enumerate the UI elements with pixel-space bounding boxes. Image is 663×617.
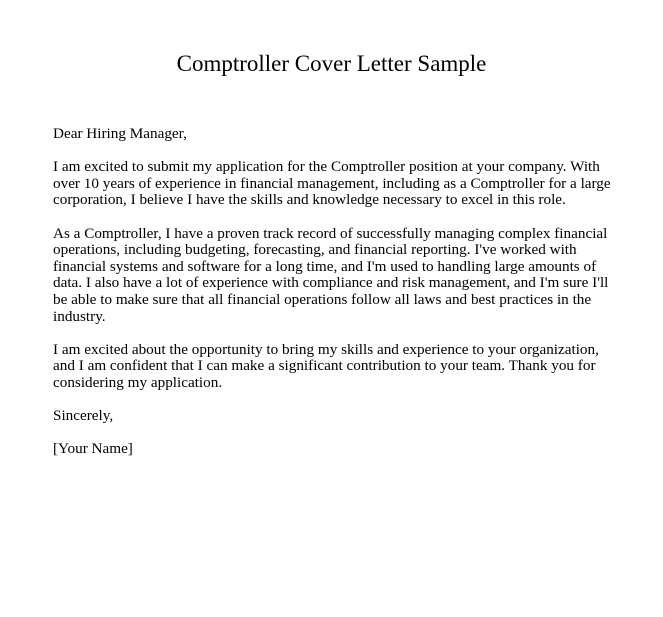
paragraph-intro: I am excited to submit my application for the Comptroller position at your company. With over 10 years of experience in financial management, including as a Comptroller for a large corporation, I believe I have the skills and knowledge necessary to excel in this role. xyxy=(53,158,611,209)
paragraph-closing: I am excited about the opportunity to bring my skills and experience to your organization, and I am confident that I can make a significant contribution to your team. Thank you for considering my application. xyxy=(53,340,599,391)
paragraph-experience: As a Comptroller, I have a proven track record of successfully managing complex financial operations, including budgeting, forecasting, and financial reporting. I've worked with financial systems and software for a long time, and I'm used to handling large amounts of data. I also have a lot of experience with compliance and risk management, and I'm sure I'll be able to make sure that all financial operations follow all laws and best practices in the industry. xyxy=(53,224,609,325)
page-title: Comptroller Cover Letter Sample xyxy=(176,51,487,76)
closing-line: Sincerely, xyxy=(53,407,114,425)
salutation: Dear Hiring Manager, xyxy=(53,125,187,142)
signature: [Your Name] xyxy=(53,440,133,458)
letter-body xyxy=(53,126,613,474)
